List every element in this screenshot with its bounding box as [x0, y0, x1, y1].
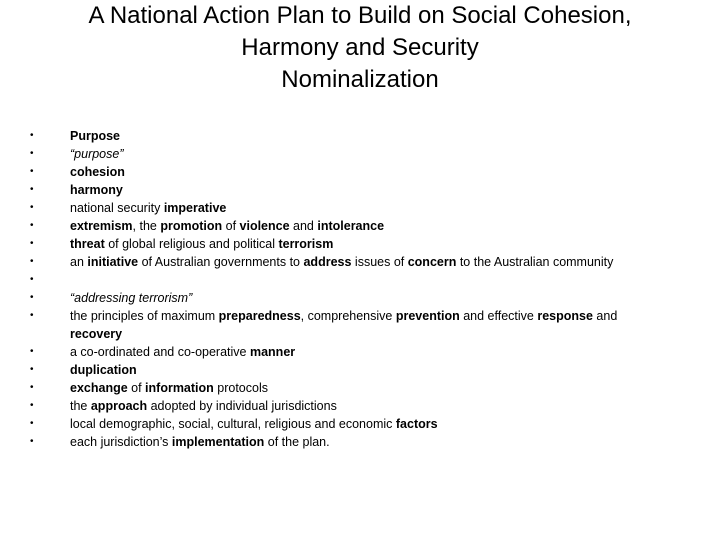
title-line-3: Nominalization: [281, 66, 439, 93]
text-segment: , the: [132, 219, 161, 233]
bullet-item: [30, 217, 670, 235]
text-segment: and: [592, 309, 618, 323]
bold-term: cohesion: [70, 165, 125, 179]
bullet-dot-icon: •: [30, 382, 34, 393]
bullet-text: [70, 417, 438, 431]
bullet-dot-icon: •: [30, 346, 34, 357]
text-segment: , comprehensive: [300, 309, 396, 323]
bullet-dot-icon: •: [30, 148, 34, 159]
bold-term: duplication: [70, 363, 137, 377]
bold-term: terrorism: [278, 237, 334, 251]
bold-term: Purpose: [70, 129, 121, 143]
bullet-item: [30, 343, 670, 361]
bullet-text: [70, 363, 137, 377]
bold-term: threat: [70, 237, 105, 251]
bullet-text: [70, 237, 333, 251]
title-line-2: Harmony and Security: [241, 34, 479, 61]
text-segment: national security: [70, 201, 164, 215]
bullet-text: [70, 201, 226, 215]
bullet-item: [30, 415, 670, 433]
bullet-text: [70, 435, 330, 449]
bold-term: promotion: [160, 219, 223, 233]
bold-term: recovery: [70, 327, 123, 341]
bullet-text: [70, 309, 617, 341]
bullet-text: [70, 255, 613, 269]
text-segment: and: [289, 219, 318, 233]
bullet-item: [30, 433, 670, 451]
bullet-text: [70, 345, 295, 359]
text-segment: to the Australian community: [456, 255, 614, 269]
text-segment: the principles of maximum: [70, 309, 219, 323]
bold-term: manner: [249, 345, 296, 359]
bullet-dot-icon: •: [30, 418, 34, 429]
bullet-text: [70, 165, 125, 179]
bold-term: extremism: [70, 219, 133, 233]
text-segment: “addressing terrorism”: [70, 291, 193, 305]
text-segment: of: [222, 219, 240, 233]
bullet-dot-icon: •: [30, 130, 34, 141]
bullet-item: [30, 361, 670, 379]
text-segment: of the plan.: [264, 435, 330, 449]
bold-term: concern: [407, 255, 457, 269]
text-segment: local demographic, social, cultural, religious and economic: [70, 417, 396, 431]
bullet-item: [30, 199, 670, 217]
bullet-dot-icon: •: [30, 364, 34, 375]
bullet-text: [70, 399, 337, 413]
bullet-text: [70, 381, 268, 395]
text-segment: of global religious and political: [104, 237, 279, 251]
bullet-item: [30, 397, 670, 415]
bullet-item: [30, 145, 670, 163]
bullet-dot-icon: •: [30, 238, 34, 249]
bullet-dot-icon: •: [30, 400, 34, 411]
text-segment: an: [70, 255, 88, 269]
text-segment: protocols: [213, 381, 268, 395]
bold-term: prevention: [395, 309, 460, 323]
bullet-dot-icon: •: [30, 436, 34, 447]
bold-term: initiative: [87, 255, 139, 269]
bullet-item: [30, 127, 670, 145]
bullet-text: [70, 183, 123, 197]
bullet-list: [30, 127, 670, 451]
bold-term: preparedness: [218, 309, 301, 323]
bold-term: harmony: [70, 183, 123, 197]
bullet-item: [30, 253, 670, 271]
bold-term: intolerance: [317, 219, 385, 233]
text-segment: and effective: [459, 309, 538, 323]
text-segment: each jurisdiction’s: [70, 435, 172, 449]
text-segment: of: [127, 381, 146, 395]
bullet-item: [30, 163, 670, 181]
bullet-item: [30, 289, 670, 307]
bold-term: response: [537, 309, 593, 323]
bullet-dot-icon: •: [30, 184, 34, 195]
bullet-dot-icon: •: [30, 310, 34, 321]
bullet-item: [30, 181, 670, 199]
bold-term: implementation: [171, 435, 265, 449]
slide-title: [36, 0, 684, 96]
bullet-dot-icon: •: [30, 292, 34, 303]
text-segment: “purpose”: [70, 147, 124, 161]
bullet-item: [30, 307, 670, 343]
bullet-dot-icon: •: [30, 202, 34, 213]
bullet-dot-icon: •: [30, 274, 34, 285]
bold-term: imperative: [163, 201, 227, 215]
bold-term: factors: [395, 417, 438, 431]
text-segment: a co-ordinated and co-operative: [70, 345, 250, 359]
bullet-text: [70, 219, 384, 233]
bold-term: violence: [239, 219, 290, 233]
bullet-item: [30, 271, 670, 289]
bold-term: exchange: [70, 381, 128, 395]
text-segment: the: [70, 399, 91, 413]
bullet-item: [30, 379, 670, 397]
bold-term: address: [303, 255, 352, 269]
bullet-item: [30, 235, 670, 253]
bullet-text: [70, 129, 120, 143]
bold-term: approach: [90, 399, 148, 413]
bullet-text: [70, 291, 192, 305]
text-segment: issues of: [351, 255, 408, 269]
text-segment: of Australian governments to: [138, 255, 304, 269]
title-line-1: A National Action Plan to Build on Social Cohesion,: [88, 2, 632, 29]
text-segment: adopted by individual jurisdictions: [147, 399, 337, 413]
bullet-text: [70, 147, 124, 161]
bullet-dot-icon: •: [30, 220, 34, 231]
bullet-dot-icon: •: [30, 256, 34, 267]
bold-term: information: [145, 381, 214, 395]
bullet-dot-icon: •: [30, 166, 34, 177]
